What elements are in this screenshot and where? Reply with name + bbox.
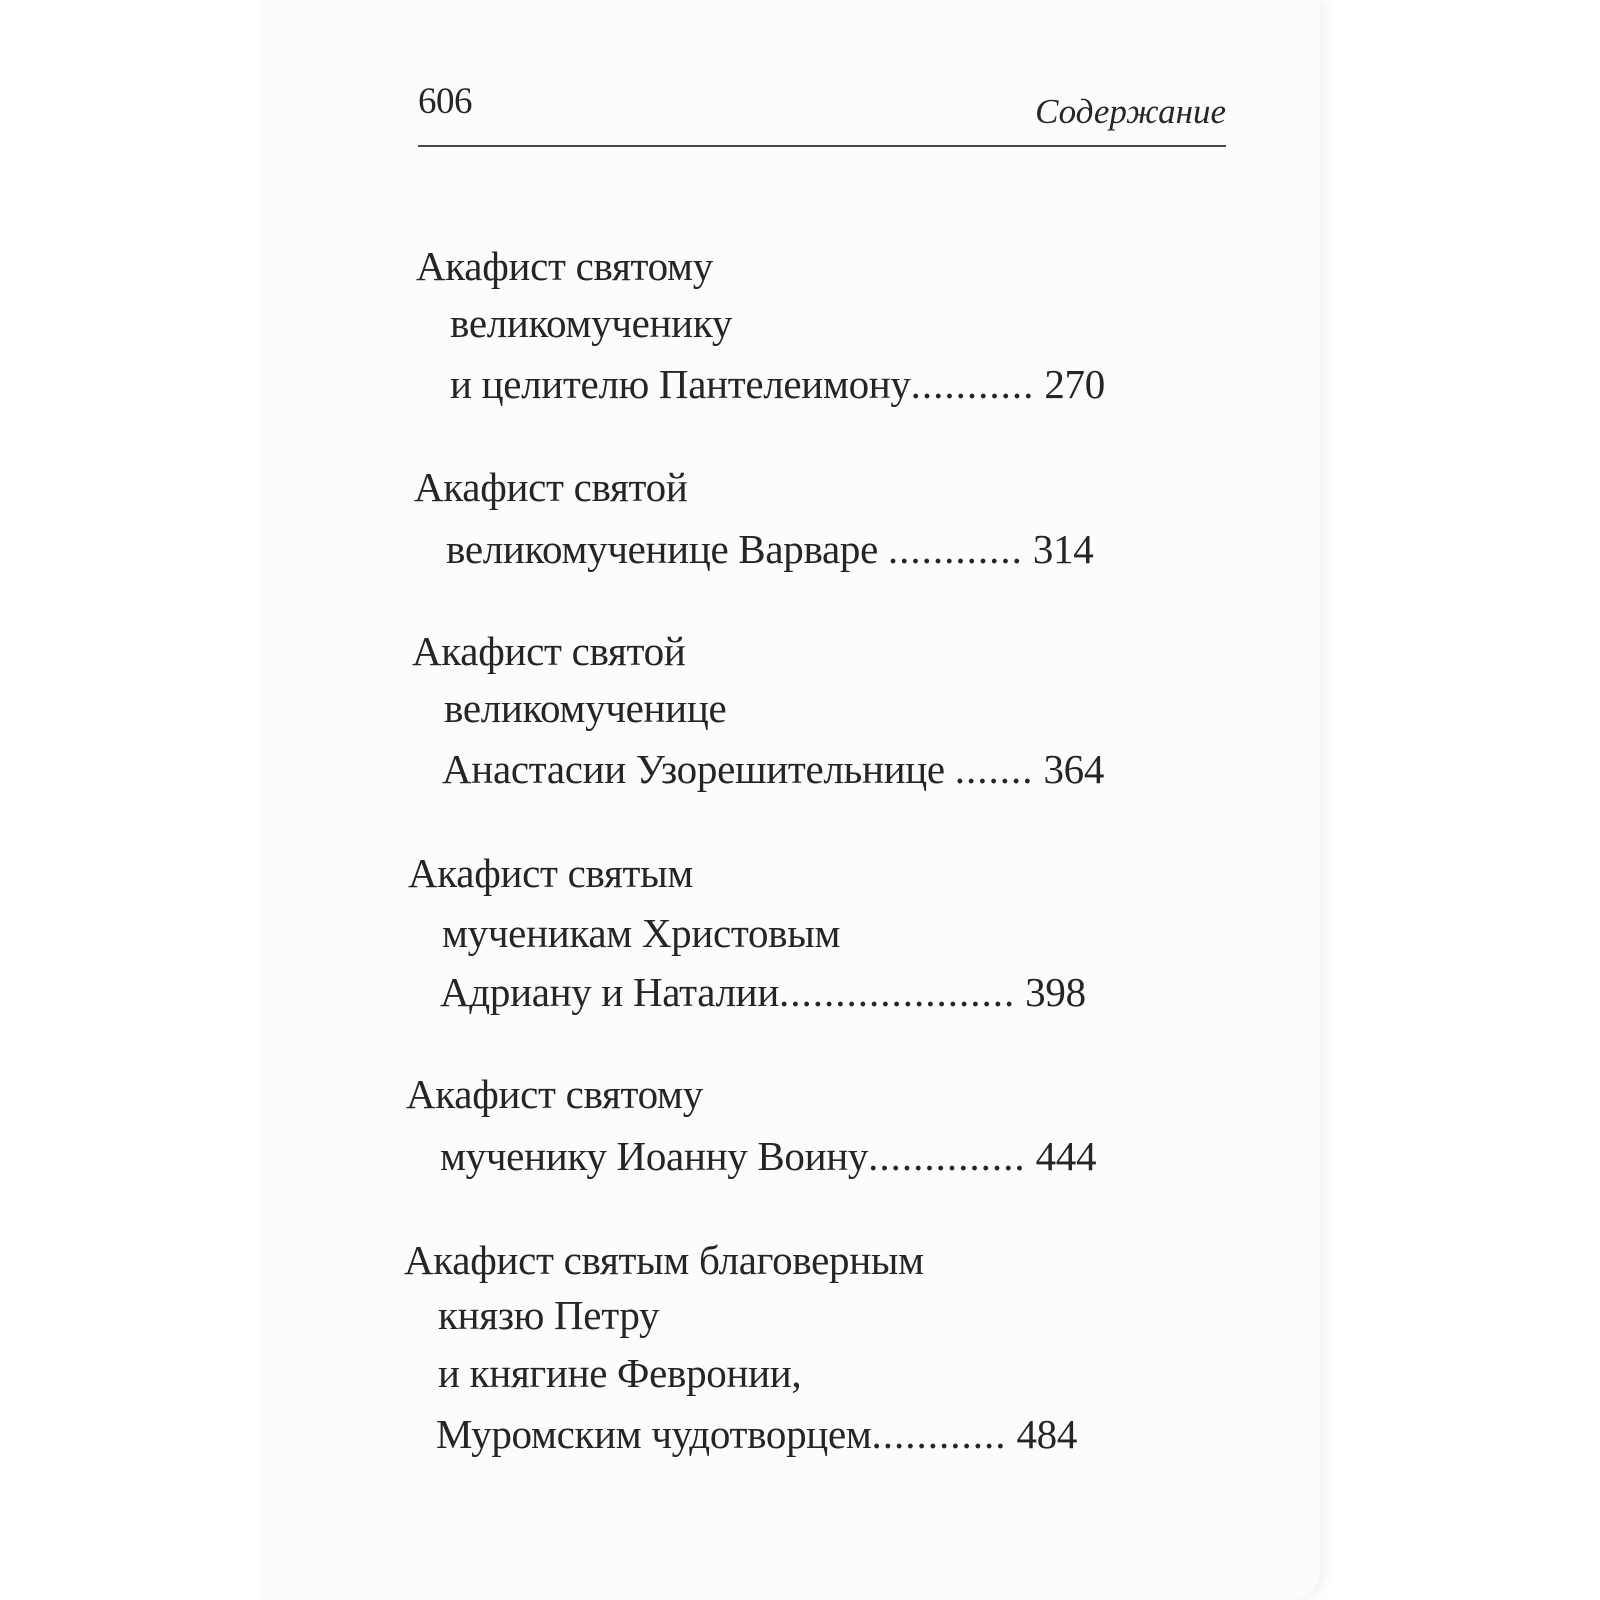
toc-page-number: 398 bbox=[1025, 969, 1086, 1015]
toc-entry-line: Акафист святой bbox=[412, 628, 686, 674]
toc-entry-last-line bbox=[442, 744, 1104, 794]
toc-entry-last-line bbox=[446, 524, 1093, 574]
toc-entry-text: великомученице Варваре bbox=[446, 526, 878, 572]
leader-dots: ............ bbox=[871, 1411, 1007, 1457]
toc-entry-line: Акафист святой bbox=[414, 464, 688, 510]
toc-entry-line: Акафист святому bbox=[416, 243, 713, 289]
toc-entry-line: мученикам Христовым bbox=[442, 910, 841, 956]
toc-page-number: 364 bbox=[1043, 746, 1105, 792]
running-head: Содержание bbox=[1035, 92, 1226, 131]
leader-dots: ........... bbox=[910, 361, 1035, 407]
toc-entry-line: великомученику bbox=[450, 300, 733, 346]
toc-page-number: 444 bbox=[1035, 1133, 1097, 1179]
toc-entry-last-line bbox=[440, 967, 1086, 1017]
toc-entry-line: Акафист святому bbox=[406, 1071, 703, 1117]
toc-entry-text: и целителю Пантелеимону bbox=[450, 361, 911, 407]
leader-dots: ............ bbox=[887, 526, 1023, 572]
leader-dots: ..................... bbox=[778, 969, 1016, 1015]
toc-page-number: 484 bbox=[1016, 1411, 1078, 1457]
toc-entry-line: Акафист святым bbox=[408, 850, 694, 896]
toc-entry-last-line bbox=[440, 1131, 1096, 1181]
page-number: 606 bbox=[418, 81, 472, 122]
header-rule bbox=[418, 145, 1226, 147]
toc-entry-line: Акафист святым благоверным bbox=[404, 1237, 924, 1283]
page-header bbox=[418, 78, 1226, 148]
toc-entry-line: великомученице bbox=[444, 685, 727, 731]
toc-page-number: 270 bbox=[1044, 361, 1105, 407]
toc-entry-text: Адриану и Наталии bbox=[440, 969, 779, 1015]
toc-entry-last-line bbox=[450, 359, 1105, 409]
toc-entry-line: князю Петру bbox=[438, 1292, 660, 1338]
toc-entry-text: Анастасии Узорешительнице bbox=[442, 746, 945, 792]
toc-entry-last-line bbox=[436, 1409, 1077, 1459]
toc-entry-text: мученику Иоанну Воину bbox=[440, 1133, 869, 1179]
toc-entry-text: Муромским чудотворцем bbox=[436, 1411, 872, 1457]
toc-entry-line: и княгине Февронии, bbox=[438, 1350, 802, 1396]
toc-page-number: 314 bbox=[1032, 526, 1094, 572]
leader-dots: .............. bbox=[868, 1133, 1026, 1179]
leader-dots: ....... bbox=[954, 746, 1034, 792]
